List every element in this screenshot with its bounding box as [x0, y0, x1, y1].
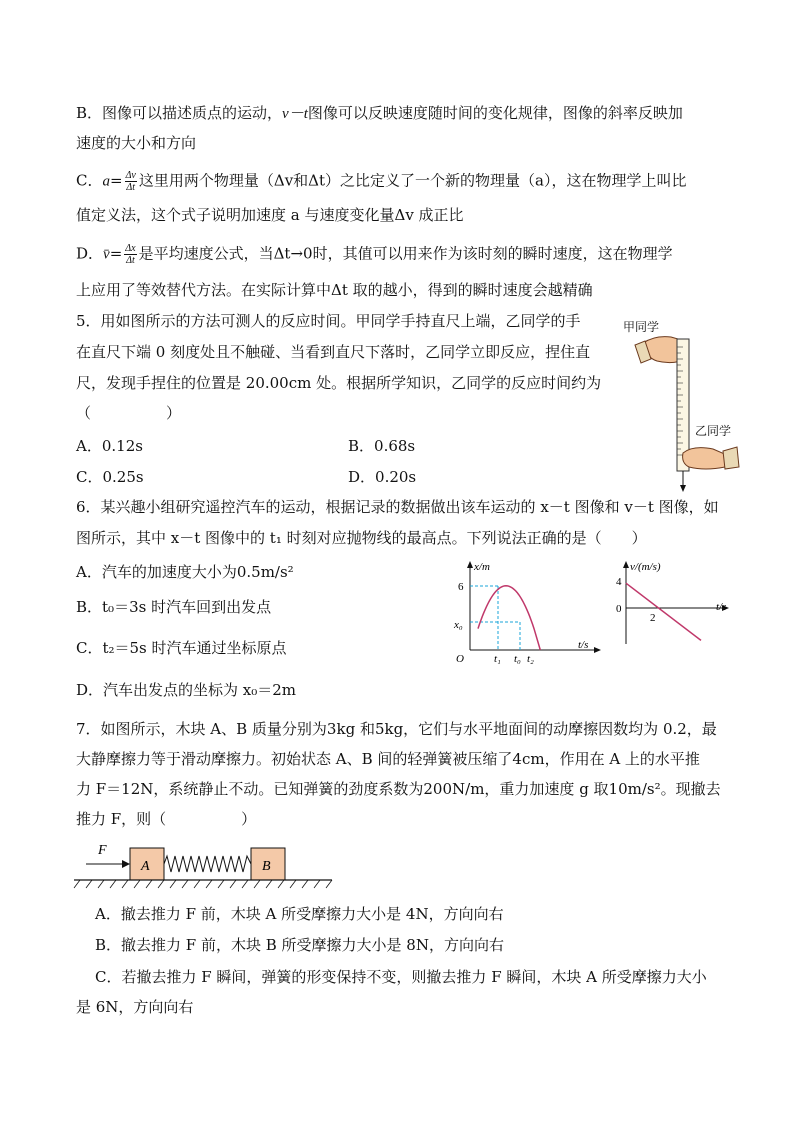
down-arrow-icon [680, 485, 686, 492]
q7-option-b: B．撤去推力 F 前，木块 B 所受摩擦力大小是 8N，方向向右 [95, 936, 504, 954]
xt-ytick-x0: x₀ [454, 619, 463, 631]
vt-ylabel: v/(m/s) [630, 561, 661, 573]
vt-y-axis-arrow-icon [623, 561, 629, 568]
xt-origin: O [456, 653, 464, 665]
reaction-ruler-figure [615, 315, 745, 495]
q6-stem-1: 6．某兴趣小组研究遥控汽车的运动，根据记录的数据做出该车运动的 x－t 图像和 v－t 图像，如 [76, 498, 719, 516]
q6-option-d: D．汽车出发点的坐标为 x₀＝2m [76, 681, 297, 699]
bottom-sleeve [723, 447, 739, 469]
q7-stem-3: 力 F＝12N，系统静止不动。已知弹簧的劲度系数为200N/m，重力加速度 g 取10m/s²。现撤去 [76, 780, 721, 798]
q5-stem-1: 5．用如图所示的方法可测人的反应时间。甲同学手持直尺上端，乙同学的手 [76, 312, 581, 330]
vt-ytick-4: 4 [616, 576, 622, 588]
vt-xlabel: t/s [716, 601, 727, 613]
vt-velocity-line [626, 583, 701, 640]
xt-ytick-6: 6 [458, 581, 464, 593]
q7-option-a: A．撤去推力 F 前，木块 A 所受摩擦力大小是 4N，方向向右 [95, 905, 504, 923]
compressed-spring [164, 856, 251, 872]
q5-option-b: B．0.68s [348, 437, 416, 455]
x-t-graph [448, 556, 608, 666]
ground-hatching [74, 880, 332, 888]
q4-option-b-cont: 速度的大小和方向 [76, 134, 197, 152]
block-a-label: A [141, 859, 150, 874]
x-axis-arrow-icon [594, 647, 601, 653]
force-f-label: F [98, 843, 107, 858]
xt-ylabel: x/m [474, 561, 490, 573]
q5-stem-2: 在直尺下端 0 刻度处且不触碰、当看到直尺下落时，乙同学立即反应，捏住直 [76, 343, 591, 361]
q5-option-d: D．0.20s [348, 468, 417, 486]
q5-stem-3: 尺，发现手捏住的位置是 20.00cm 处。根据所学知识，乙同学的反应时间约为 [76, 374, 602, 392]
q7-stem-1: 7．如图所示，木块 A、B 质量分别为3kg 和5kg，它们与水平地面间的动摩擦因数均为 0.2，最 [76, 720, 717, 738]
q4-option-d: D．v̄= $\frac{\Delta x}{\Delta t}$ 是平均速度公式，当Δt→0时，其值可以用来作为该时刻的瞬时速度，这在物理学 [76, 243, 673, 266]
xt-xtick-t1: t₁ [494, 653, 501, 665]
q6-option-a: A．汽车的加速度大小为0.5m/s² [76, 563, 294, 581]
xt-xtick-t2: t₂ [527, 653, 534, 665]
q6-option-c: C．t₂＝5s 时汽车通过坐标原点 [76, 639, 287, 657]
q7-option-c: C．若撤去推力 F 瞬间，弹簧的形变保持不变，则撤去推力 F 瞬间，木块 A 所受摩擦力大小 [95, 968, 707, 986]
q7-option-c-cont: 是 6N，方向向右 [76, 998, 194, 1016]
q4-option-b: B．图像可以描述质点的运动，v－t图像可以反映速度随时间的变化规律，图像的斜率反映加 [76, 104, 683, 122]
bottom-hand [683, 448, 727, 469]
label-student-yi: 乙同学 [695, 424, 732, 438]
v-t-graph [608, 558, 738, 648]
delta-x-over-delta-t: $\frac{\Delta x}{\Delta t}$ [125, 243, 136, 266]
q4-option-c-cont: 值定义法，这个式子说明加速度 a 与速度变化量Δv 成正比 [76, 206, 464, 224]
q5-option-c: C．0.25s [76, 468, 144, 486]
xt-parabola-curve [478, 586, 540, 650]
delta-v-over-delta-t: $\frac{\Delta v}{\Delta t}$ [125, 170, 136, 193]
vt-xtick-2: 2 [650, 612, 656, 624]
q5-option-a: A．0.12s [76, 437, 143, 455]
force-arrow-icon [122, 860, 130, 868]
q6-stem-2: 图所示，其中 x－t 图像中的 t₁ 时刻对应抛物线的最高点。下列说法正确的是（ ） [76, 529, 647, 547]
q7-stem-4: 推力 F，则（ ） [76, 810, 257, 828]
q4-option-c: C．a= $\frac{\Delta v}{\Delta t}$ 这里用两个物理量（Δv和Δt）之比定义了一个新的物理量（a），这在物理学上叫比 [76, 170, 687, 193]
xt-xtick-t0: t₀ [514, 653, 521, 665]
block-b-label: B [262, 859, 271, 874]
q4-option-d-cont: 上应用了等效替代方法。在实际计算中Δt 取的越小，得到的瞬时速度会越精确 [76, 281, 593, 299]
vt-origin: 0 [616, 603, 622, 615]
y-axis-arrow-icon [467, 561, 473, 568]
blocks-spring-figure [70, 836, 340, 896]
xt-xlabel: t/s [578, 639, 589, 651]
q7-stem-2: 大静摩擦力等于滑动摩擦力。初始状态 A、B 间的轻弹簧被压缩了4cm，作用在 A 上的水平推 [76, 750, 700, 768]
q6-option-b: B．t₀＝3s 时汽车回到出发点 [76, 598, 272, 616]
label-student-jia: 甲同学 [623, 320, 660, 334]
q5-answer-paren: （ ） [76, 404, 182, 422]
